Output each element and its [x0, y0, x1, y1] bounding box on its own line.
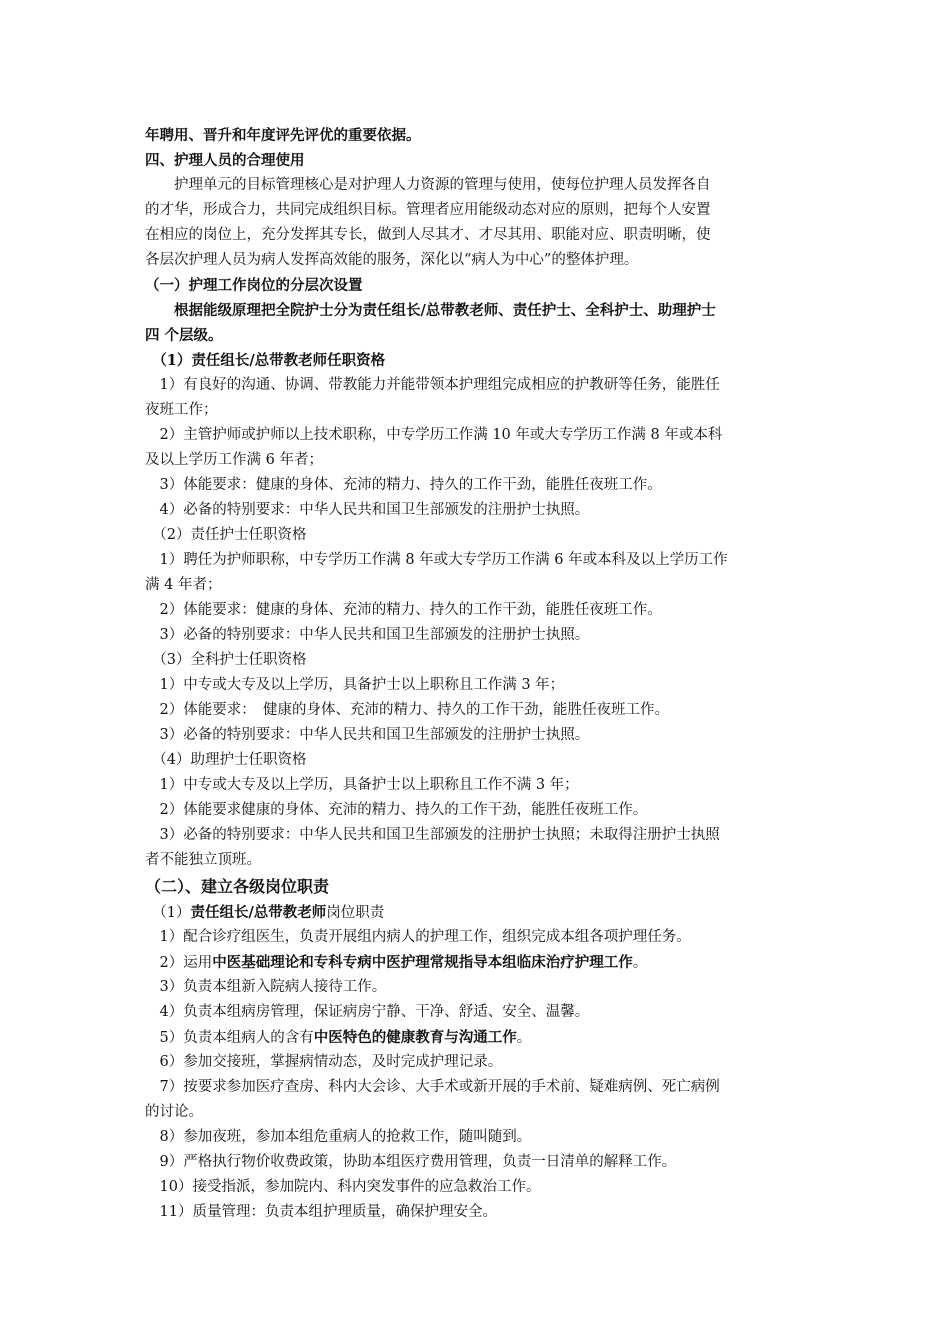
text-line: 2）体能要求健康的身体、充沛的精力、持久的工作干劲，能胜任夜班工作。: [145, 802, 648, 818]
text-line: 1）配合诊疗组医生，负责开展组内病人的护理工作，组织完成本组各项护理任务。: [145, 929, 691, 945]
text-line: （2）责任护士任职资格: [145, 527, 307, 543]
text-line: 的讨论。: [145, 1104, 203, 1120]
text-line: 6）参加交接班，掌握病情动态，及时完成护理记录。: [145, 1054, 503, 1070]
text-line: 1）聘任为护师职称，中专学历工作满 8 年或大专学历工作满 6 年或本科及以上学历工作: [145, 552, 728, 568]
text-line: [145, 1025, 811, 1050]
heading-line: （1）责任组长/总带教老师任职资格: [145, 352, 386, 369]
text-line: 满 4 年者；: [145, 577, 222, 593]
text-line: 2）体能要求： 健康的身体、充沛的精力、持久的工作干劲，能胜任夜班工作。: [145, 702, 669, 718]
bold-phrase: 责任组长/总带教老师: [190, 904, 327, 921]
text-line: 者不能独立顶班。: [145, 852, 261, 868]
text-line: 4）必备的特别要求：中华人民共和国卫生部颁发的注册护士执照。: [145, 502, 590, 518]
text-line: 及以上学历工作满 6 年者；: [145, 452, 323, 468]
heading-line: （二）、建立各级岗位职责: [145, 877, 330, 896]
text-line: 11）质量管理：负责本组护理质量，确保护理安全。: [145, 1204, 497, 1220]
text-line: [145, 900, 811, 925]
bold-phrase: 中医基础理论和专科专病中医护理常规指导本组临床治疗护理工作: [212, 954, 633, 971]
text-line: 1）有良好的沟通、协调、带教能力并能带领本护理组完成相应的护教研等任务，能胜任: [145, 377, 720, 393]
text-line: 3）必备的特别要求：中华人民共和国卫生部颁发的注册护士执照。: [145, 627, 590, 643]
text-line: 2）体能要求：健康的身体、充沛的精力、持久的工作干劲，能胜任夜班工作。: [145, 602, 662, 618]
text-line: 3）必备的特别要求：中华人民共和国卫生部颁发的注册护士执照。: [145, 727, 590, 743]
text-line: 8）参加夜班，参加本组危重病人的抢救工作，随叫随到。: [145, 1129, 532, 1145]
text-line: （3）全科护士任职资格: [145, 652, 307, 668]
line-suffix: 。: [516, 1030, 532, 1046]
heading-line: 根据能级原理把全院护士分为责任组长/总带教老师、责任护士、全科护士、助理护士: [145, 302, 716, 319]
heading-line: 四 个层级。: [145, 327, 223, 344]
text-line: 7）按要求参加医疗查房、科内大会诊、大手术或新开展的手术前、疑难病例、死亡病例: [145, 1079, 720, 1095]
text-line: 各层次护理人员为病人发挥高效能的服务，深化以“病人为中心”的整体护理。: [145, 252, 639, 268]
line-prefix: （1）: [145, 905, 191, 921]
text-line: 1）中专或大专及以上学历，具备护士以上职称且工作满 3 年；: [145, 677, 565, 693]
text-line: 10）接受指派，参加院内、科内突发事件的应急救治工作。: [145, 1179, 541, 1195]
text-line: 2）主管护师或护师以上技术职称，中专学历工作满 10 年或大专学历工作满 8 年或本科: [145, 427, 723, 443]
text-line: 3）必备的特别要求：中华人民共和国卫生部颁发的注册护士执照；未取得注册护士执照: [145, 827, 720, 843]
text-line: 的才华，形成合力，共同完成组织目标。管理者应用能级动态对应的原则，把每个人安置: [145, 202, 711, 218]
line-prefix: 5）负责本组病人的含有: [145, 1030, 314, 1046]
document-body: [145, 123, 811, 1225]
text-line: 在相应的岗位上，充分发挥其专长，做到人尽其才、才尽其用、职能对应、职责明晰，使: [145, 227, 711, 243]
line-prefix: 2）运用: [145, 955, 213, 971]
line-suffix: 。: [632, 955, 648, 971]
text-line: （4）助理护士任职资格: [145, 752, 307, 768]
text-line: 1）中专或大专及以上学历，具备护士以上职称且工作不满 3 年；: [145, 777, 579, 793]
text-line: [145, 950, 811, 975]
text-line: 9）严格执行物价收费政策，协助本组医疗费用管理，负责一日清单的解释工作。: [145, 1154, 677, 1170]
text-line: 3）负责本组新入院病人接待工作。: [145, 979, 387, 995]
line-suffix: 岗位职责: [326, 905, 385, 921]
heading-line: （一）护理工作岗位的分层次设置: [145, 277, 363, 294]
text-line: 夜班工作；: [145, 402, 218, 418]
text-line: 4）负责本组病房管理，保证病房宁静、干净、舒适、安全、温馨。: [145, 1004, 590, 1020]
text-line: 3）体能要求：健康的身体、充沛的精力、持久的工作干劲，能胜任夜班工作。: [145, 477, 662, 493]
heading-line: 四、护理人员的合理使用: [145, 152, 305, 169]
bold-phrase: 中医特色的健康教育与沟通工作: [313, 1029, 517, 1046]
text-line: 护理单元的目标管理核心是对护理人力资源的管理与使用，使每位护理人员发挥各自: [145, 177, 711, 193]
heading-line: 年聘用、晋升和年度评先评优的重要依据。: [145, 127, 421, 144]
